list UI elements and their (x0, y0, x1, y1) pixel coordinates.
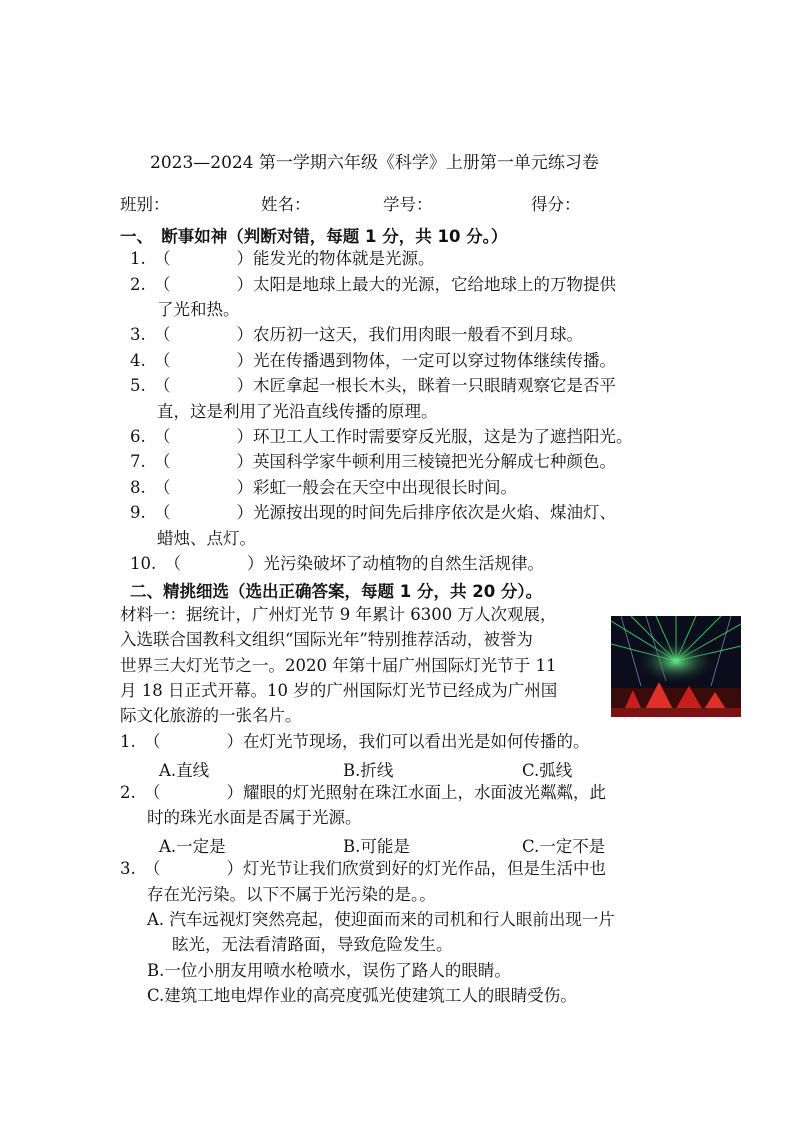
choice-question-2-text: 2. （ ）耀眼的灯光照射在珠江水面上，水面波光粼粼，此 (120, 783, 606, 802)
option-a: A.直线 (159, 761, 210, 780)
name-label: 姓名： (261, 195, 311, 214)
judge-question-4: 4. （ ）光在传播遇到物体，一定可以穿过物体继续传播。 (130, 351, 616, 370)
option-a: A. 汽车远视灯突然亮起，使迎面而来的司机和行人眼前出现一片 (147, 910, 615, 929)
option-c: C.建筑工地电焊作业的高亮度弧光使建筑工人的眼睛受伤。 (147, 986, 577, 1005)
option-a-cont: 眩光，无法看清路面，导致危险发生。 (172, 935, 453, 954)
judge-question-8: 8. （ ）彩虹一般会在天空中出现很长时间。 (130, 478, 517, 497)
section-2-heading: 二、精挑细选（选出正确答案，每题 1 分，共 20 分）。 (130, 582, 543, 601)
option-b: B.折线 (343, 761, 394, 780)
page-title: 2023—2024 第一学期六年级《科学》上册第一单元练习卷 (150, 153, 599, 173)
score-label: 得分： (531, 195, 581, 214)
choice-question-1-text: 1. （ ）在灯光节现场，我们可以看出光是如何传播的。 (120, 732, 590, 751)
material-line-1: 材料一：据统计，广州灯光节 9 年累计 6300 万人次观展， (120, 605, 557, 624)
choice-question-3-text: 3. （ ）灯光节让我们欣赏到好的灯光作品，但是生活中也 (120, 859, 606, 878)
judge-question-6: 6. （ ）环卫工人工作时需要穿反光服，这是为了遮挡阳光。 (130, 427, 633, 446)
choice-question-2-cont: 时的珠光水面是否属于光源。 (147, 808, 362, 827)
judge-question-3: 3. （ ）农历初一这天，我们用肉眼一般看不到月球。 (130, 325, 583, 344)
option-b: B.一位小朋友用喷水枪喷水，误伤了路人的眼睛。 (147, 961, 511, 980)
option-c: C.弧线 (522, 761, 573, 780)
material-line-5: 际文化旅游的一张名片。 (120, 706, 302, 725)
option-b: B.可能是 (343, 837, 410, 856)
choice-question-3-cont: 存在光污染。以下不属于光污染的是。。 (147, 885, 436, 904)
judge-question-5: 5. （ ）木匠拿起一根长木头，眯着一只眼睛观察它是否平 (130, 376, 616, 395)
judge-question-10: 10. （ ）光污染破坏了动植物的自然生活规律。 (130, 554, 544, 573)
judge-question-7: 7. （ ）英国科学家牛顿利用三棱镜把光分解成七种颜色。 (130, 452, 616, 471)
option-c: C.一定不是 (522, 837, 606, 856)
student-id-label: 学号： (383, 195, 433, 214)
judge-question-9-cont: 蜡烛、点灯。 (157, 529, 256, 548)
option-a: A.一定是 (159, 837, 226, 856)
light-festival-photo (611, 616, 741, 717)
material-line-4: 月 18 日正式开幕。10 岁的广州国际灯光节已经成为广州国 (120, 681, 558, 700)
judge-question-5-cont: 直，这是利用了光沿直线传播的原理。 (157, 402, 438, 421)
judge-question-1: 1. （ ）能发光的物体就是光源。 (130, 249, 435, 268)
judge-question-2-cont: 了光和热。 (157, 300, 240, 319)
judge-question-2: 2. （ ）太阳是地球上最大的光源，它给地球上的万物提供 (130, 275, 616, 294)
section-1-heading: 一、 断事如神（判断对错，每题 1 分，共 10 分。） (120, 227, 508, 246)
material-line-2: 入选联合国教科文组织“国际光年”特别推荐活动，被誉为 (120, 630, 533, 649)
material-line-3: 世界三大灯光节之一。2020 年第十届广州国际灯光节于 11 (120, 656, 557, 675)
class-label: 班别： (120, 195, 170, 214)
judge-question-9: 9. （ ）光源按出现的时间先后排序依次是火焰、煤油灯、 (130, 503, 616, 522)
